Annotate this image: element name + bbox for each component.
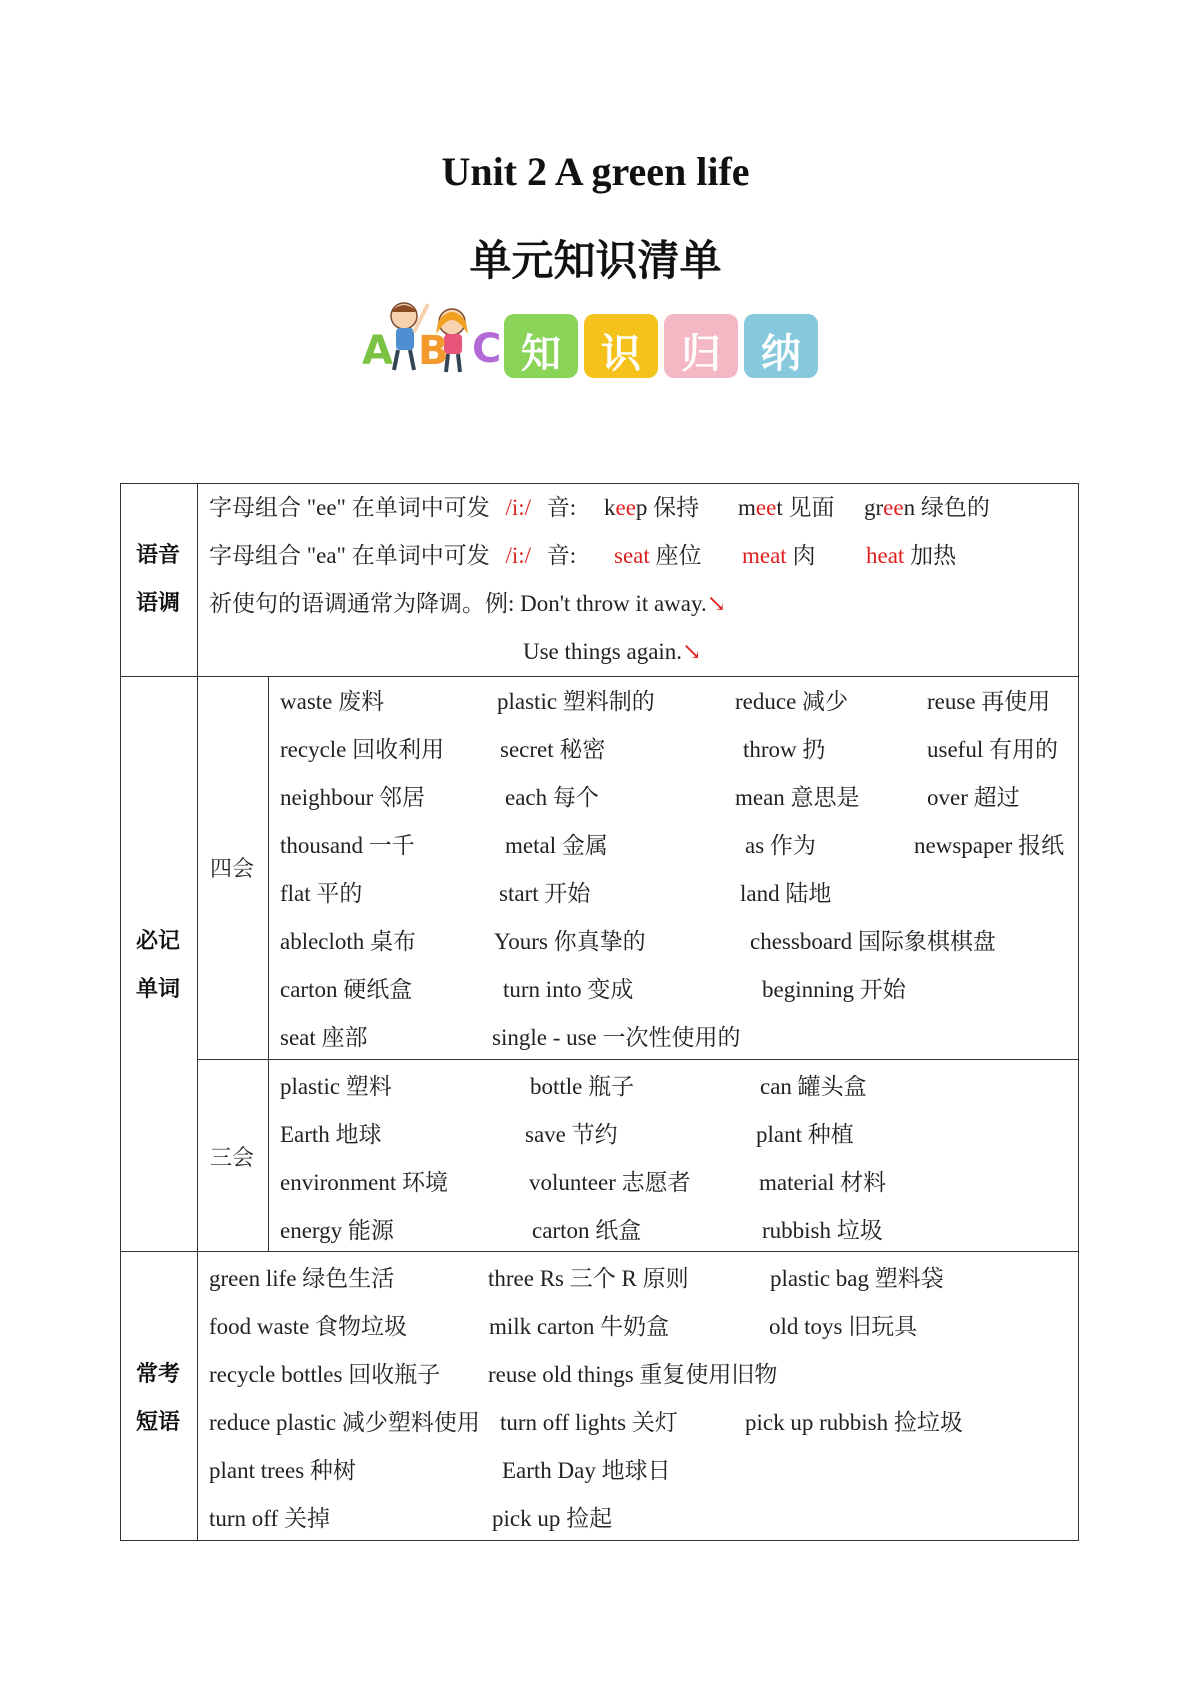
vocab-item: land 陆地 — [740, 881, 832, 906]
word-meaning: 见面 — [782, 495, 835, 520]
phrase-item: turn off 关掉 — [209, 1506, 330, 1531]
vocab-item: waste 废料 — [280, 689, 385, 714]
four-skills-label: 四会 — [210, 857, 255, 882]
phrase-item: milk carton 牛奶盒 — [489, 1314, 670, 1339]
phonics-rule-ea — [209, 542, 576, 570]
phrase-item: pick up 捡起 — [492, 1506, 613, 1531]
vocab-item: single - use 一次性使用的 — [492, 1025, 741, 1050]
divider — [197, 483, 198, 1541]
vocab-item: carton 硬纸盒 — [280, 977, 413, 1002]
category-line: 必记 — [136, 929, 181, 954]
vocab-item: bottle 瓶子 — [530, 1074, 635, 1099]
word-part: t — [776, 495, 783, 520]
vocab-item: turn into 变成 — [503, 977, 634, 1002]
vocab-item: beginning 开始 — [762, 977, 906, 1002]
category-line: 语调 — [136, 591, 181, 616]
phoneme: /i:/ — [505, 543, 532, 568]
vocab-item: reuse 再使用 — [927, 689, 1051, 714]
phoneme: /i:/ — [505, 495, 532, 520]
phrase-item: recycle bottles 回收瓶子 — [209, 1362, 441, 1387]
example-word — [864, 494, 990, 522]
vocab-item: reduce 减少 — [735, 689, 849, 714]
category-line: 常考 — [136, 1362, 181, 1387]
vocab-item: newspaper 报纸 — [914, 833, 1065, 858]
phrase-item: reduce plastic 减少塑料使用 — [209, 1410, 480, 1435]
word-meaning: 座位 — [649, 543, 702, 568]
vocab-item: useful 有用的 — [927, 737, 1058, 762]
vocab-item: mean 意思是 — [735, 785, 860, 810]
divider — [120, 676, 1079, 677]
vocab-item: energy 能源 — [280, 1218, 394, 1243]
word-part: k — [604, 495, 616, 520]
category-phrases — [136, 1361, 180, 1437]
tile-zhi: 知 — [504, 314, 578, 378]
word-meaning: 肉 — [786, 543, 816, 568]
letter-a: A — [362, 328, 393, 374]
word-highlight: ee — [755, 495, 777, 520]
vocab-item: over 超过 — [927, 785, 1020, 810]
letter-b: B — [418, 328, 449, 374]
three-skills-label: 三会 — [210, 1146, 255, 1171]
rule-text: 音: — [546, 495, 577, 520]
rule-text: 字母组合 "ea" 在单词中可发 — [209, 543, 490, 568]
phrase-item: turn off lights 关灯 — [500, 1410, 678, 1435]
category-line: 单词 — [136, 977, 181, 1002]
falling-tone-icon: ↘ — [682, 639, 702, 664]
tile-gui: 归 — [664, 314, 738, 378]
vocab-item: can 罐头盒 — [760, 1074, 867, 1099]
phrase-item: green life 绿色生活 — [209, 1266, 395, 1291]
example-word — [866, 542, 956, 570]
vocab-item: each 每个 — [505, 785, 599, 810]
phrase-item: Earth Day 地球日 — [502, 1458, 671, 1483]
rule-text: 祈使句的语调通常为降调。例: Don't throw it away. — [209, 591, 707, 616]
phonics-rule-ee — [209, 494, 576, 522]
phrase-item: old toys 旧玩具 — [769, 1314, 918, 1339]
divider — [120, 1251, 1079, 1252]
phrase-item: food waste 食物垃圾 — [209, 1314, 408, 1339]
rule-text: 音: — [546, 543, 577, 568]
example-word — [742, 542, 815, 570]
vocab-item: rubbish 垃圾 — [762, 1218, 883, 1243]
example-word — [614, 542, 702, 570]
word-highlight: ee — [883, 495, 904, 520]
page-subtitle: 单元知识清单 — [469, 236, 722, 285]
vocab-item: material 材料 — [759, 1170, 887, 1195]
word-highlight: seat — [614, 543, 650, 568]
intonation-example — [523, 638, 701, 666]
vocab-item: as 作为 — [745, 833, 816, 858]
example-word — [604, 494, 699, 522]
category-line: 语音 — [136, 543, 181, 568]
word-highlight: heat — [866, 543, 905, 568]
phrase-item: plastic bag 塑料袋 — [770, 1266, 944, 1291]
vocab-item: start 开始 — [499, 881, 591, 906]
vocab-item: secret 秘密 — [500, 737, 606, 762]
example-word — [738, 494, 834, 522]
vocab-item: plant 种植 — [756, 1122, 854, 1147]
word-highlight: ee — [615, 495, 636, 520]
vocab-item: neighbour 邻居 — [280, 785, 426, 810]
vocab-item: volunteer 志愿者 — [529, 1170, 691, 1195]
word-meaning: 加热 — [904, 543, 957, 568]
phrase-item: plant trees 种树 — [209, 1458, 356, 1483]
falling-tone-icon: ↘ — [706, 591, 727, 616]
vocab-item: metal 金属 — [505, 833, 608, 858]
word-part: m — [738, 495, 756, 520]
example-sentence: Use things again. — [523, 639, 683, 664]
category-vocabulary — [136, 928, 180, 1004]
word-part: gr — [864, 495, 884, 520]
tile-shi: 识 — [584, 314, 658, 378]
divider — [197, 1059, 1079, 1060]
intonation-rule — [209, 590, 726, 618]
word-meaning: 保持 — [647, 495, 700, 520]
vocab-item: plastic 塑料 — [280, 1074, 392, 1099]
word-meaning: 绿色的 — [915, 495, 990, 520]
phrase-item: pick up rubbish 捡垃圾 — [745, 1410, 963, 1435]
word-highlight: meat — [742, 543, 787, 568]
vocab-item: carton 纸盒 — [532, 1218, 642, 1243]
category-line: 短语 — [136, 1410, 181, 1435]
category-pronunciation — [136, 542, 180, 618]
phrase-item: reuse old things 重复使用旧物 — [488, 1362, 778, 1387]
vocab-item: Earth 地球 — [280, 1122, 382, 1147]
vocab-item: recycle 回收利用 — [280, 737, 445, 762]
vocab-item: environment 环境 — [280, 1170, 448, 1195]
vocab-item: plastic 塑料制的 — [497, 689, 655, 714]
knowledge-banner — [362, 298, 824, 378]
word-part: p — [635, 495, 648, 520]
vocab-item: save 节约 — [525, 1122, 618, 1147]
vocab-item: throw 扔 — [743, 737, 826, 762]
phrase-item: three Rs 三个 R 原则 — [488, 1266, 689, 1291]
vocab-item: Yours 你真挚的 — [494, 929, 646, 954]
word-part: n — [903, 495, 916, 520]
rule-text: 字母组合 "ee" 在单词中可发 — [209, 495, 490, 520]
page-title: Unit 2 A green life — [441, 149, 750, 194]
letter-c: C — [472, 326, 502, 372]
vocab-item: chessboard 国际象棋棋盘 — [750, 929, 996, 954]
vocab-item: seat 座部 — [280, 1025, 368, 1050]
vocab-item: flat 平的 — [280, 881, 363, 906]
vocab-item: thousand 一千 — [280, 833, 415, 858]
vocab-item: ablecloth 桌布 — [280, 929, 417, 954]
tile-na: 纳 — [744, 314, 818, 378]
divider — [268, 676, 269, 1251]
